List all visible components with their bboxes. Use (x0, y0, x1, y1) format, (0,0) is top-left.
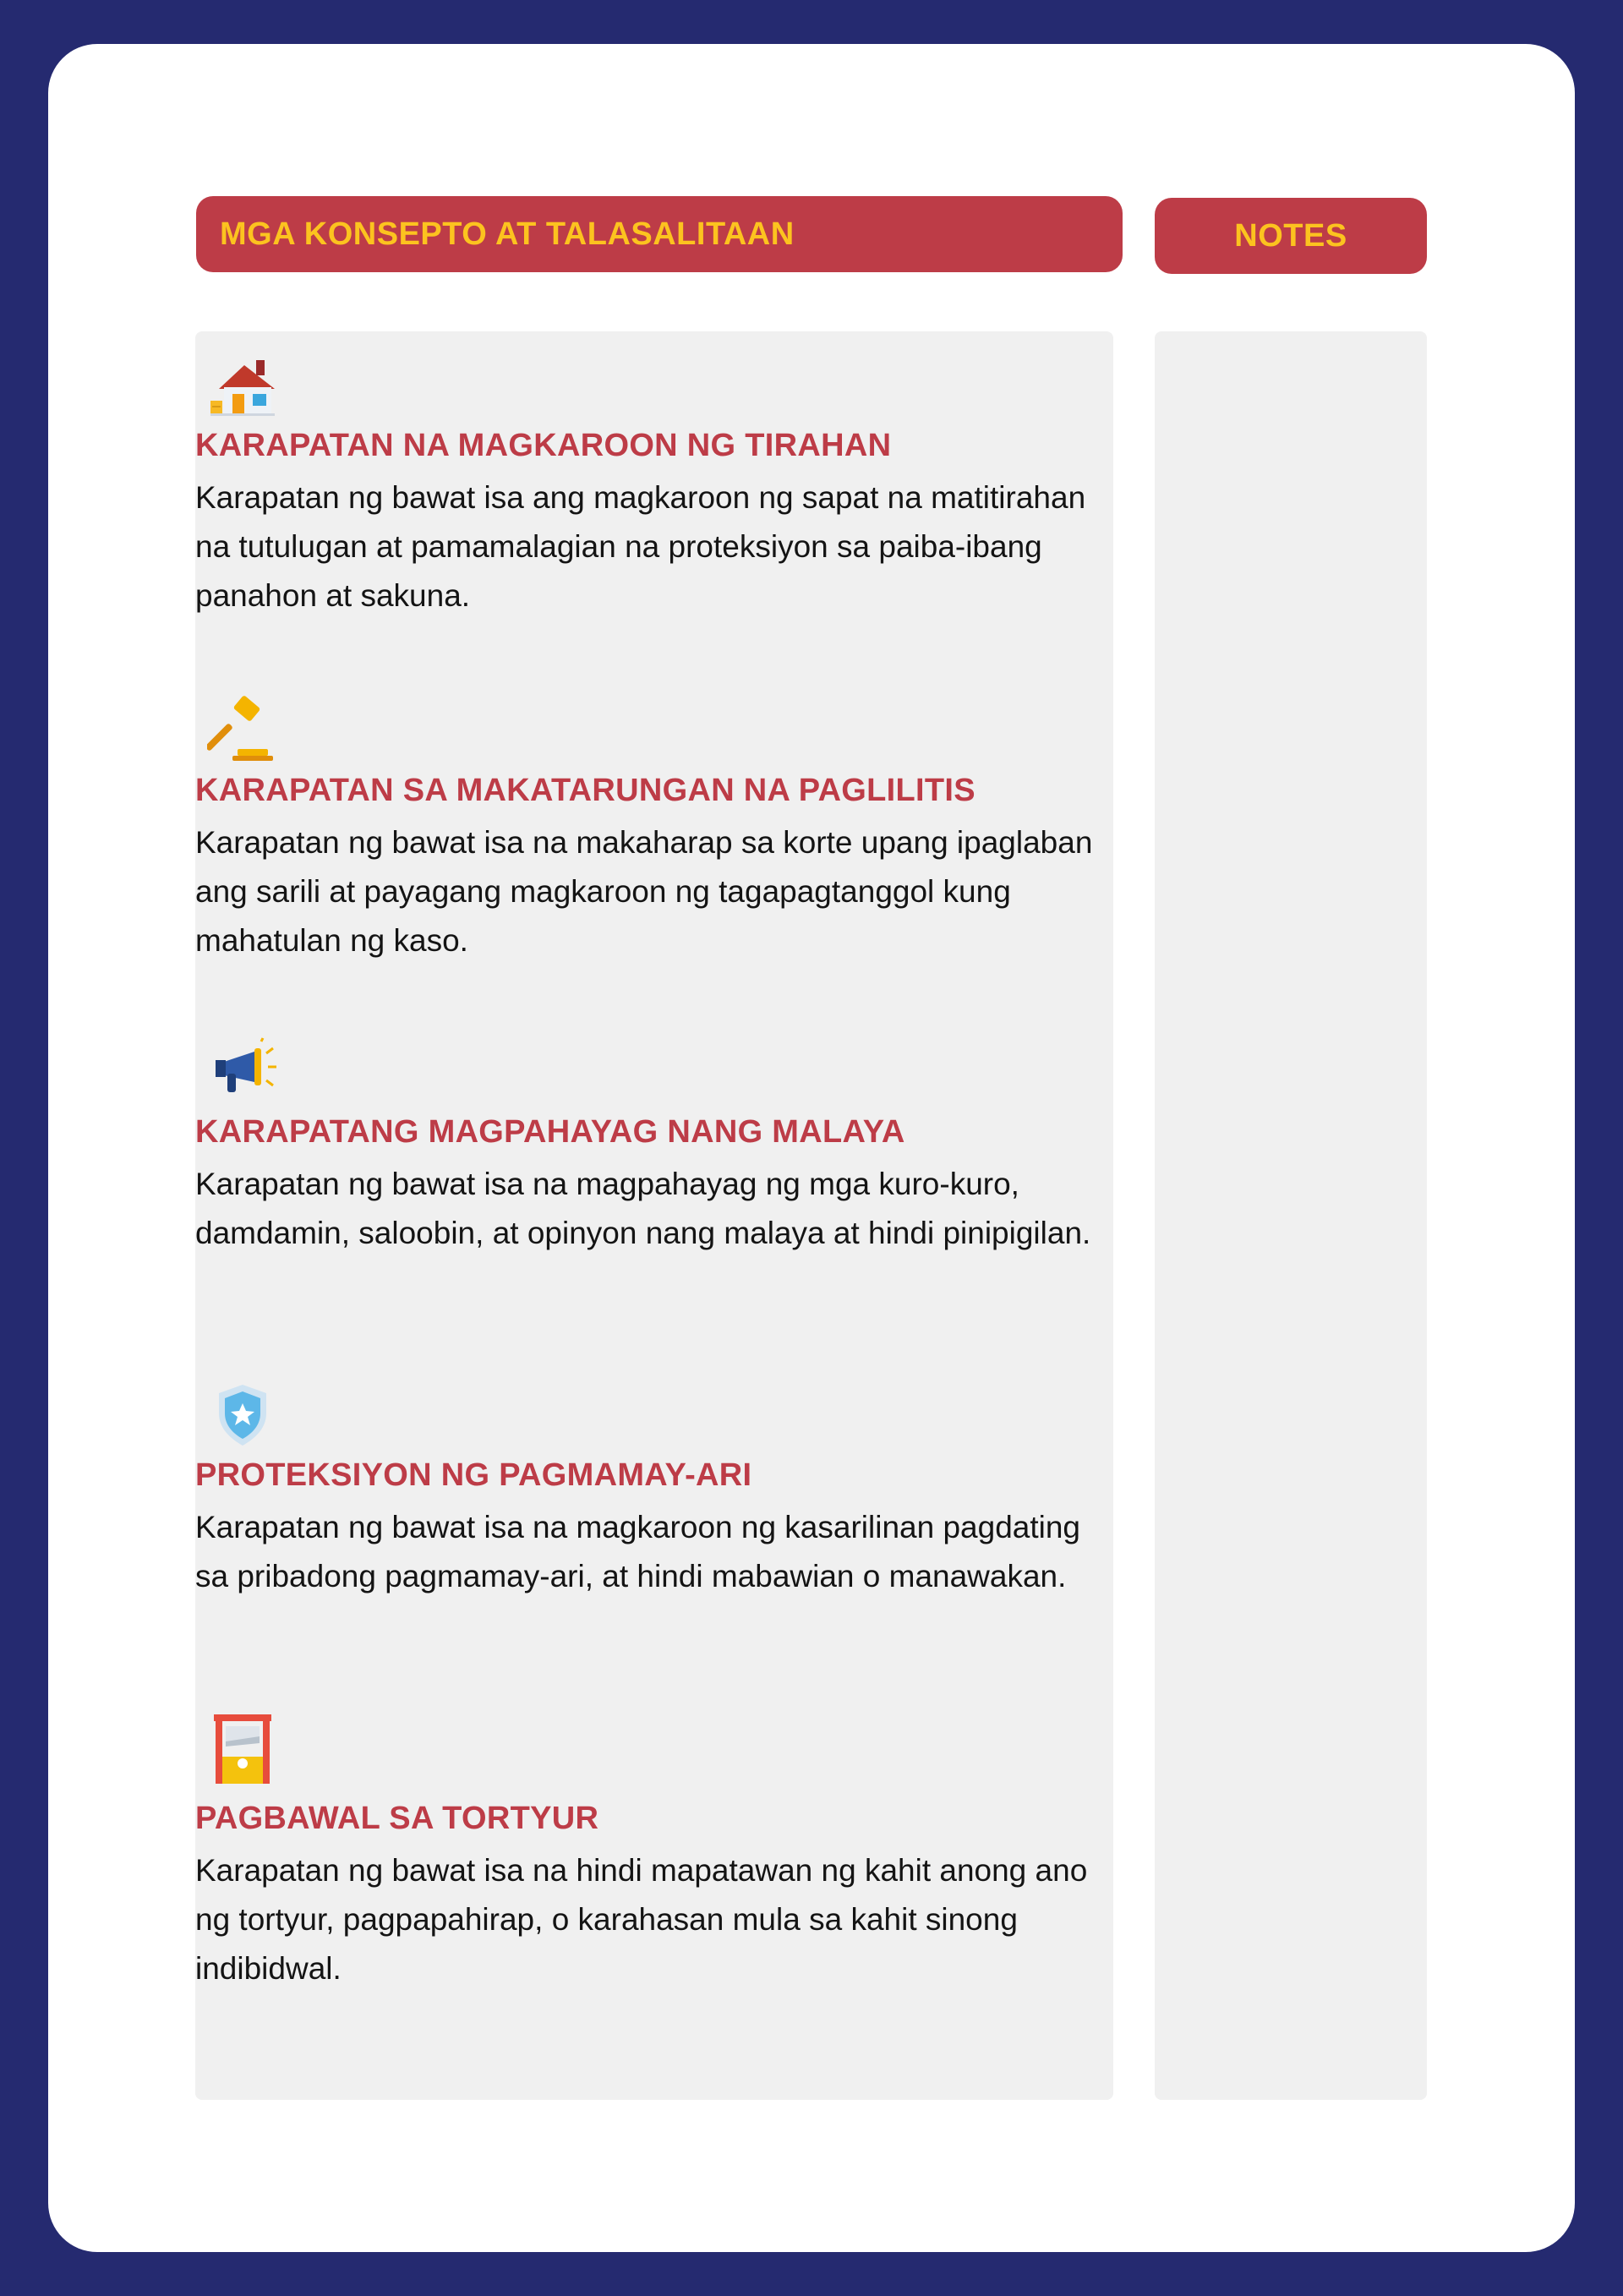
gavel-icon (207, 693, 278, 764)
shield-icon (207, 1380, 278, 1451)
entry-title: PROTEKSIYON NG PAGMAMAY-ARI (195, 1457, 752, 1493)
entry-description: Karapatan ng bawat isa na magpahayag ng mga kuro-kuro, damdamin, saloobin, at opinyon nang malaya at hindi pinipigilan. (195, 1167, 1091, 1250)
entry-description: Karapatan ng bawat isa na makaharap sa korte upang ipaglaban ang sarili at payagang magkaroon ng tagapagtanggol kung mahatulan ng kaso. (195, 825, 1093, 958)
entry-title: KARAPATAN NA MAGKAROON NG TIRAHAN (195, 428, 892, 463)
entry-description: Karapatan ng bawat isa ang magkaroon ng sapat na matitirahan na tutulugan at pamamalagian na proteksiyon sa paiba-ibang panahon at sakuna. (195, 480, 1086, 613)
entry-title: KARAPATAN SA MAKATARUNGAN NA PAGLILITIS (195, 773, 975, 808)
concepts-header-label: MGA KONSEPTO AT TALASALITAAN (220, 216, 795, 252)
entry-title: KARAPATANG MAGPAHAYAG NANG MALAYA (195, 1114, 905, 1150)
entry-description: Karapatan ng bawat isa na hindi mapatawan ng kahit anong ano ng tortyur, pagpapahirap, o karahasan mula sa kahit sinong indibidwal. (195, 1853, 1088, 1986)
notes-panel[interactable] (1155, 331, 1427, 2100)
megaphone-icon (207, 1036, 278, 1107)
house-icon (207, 353, 278, 424)
entry-description: Karapatan ng bawat isa na magkaroon ng kasarilinan pagdating sa pribadong pagmamay-ari, at hindi mabawian o manawakan. (195, 1510, 1081, 1594)
entry-title: PAGBAWAL SA TORTYUR (195, 1801, 599, 1836)
concepts-header (196, 196, 1123, 272)
guillotine-icon (207, 1713, 278, 1784)
notes-header-label: NOTES (1234, 217, 1347, 254)
notes-header (1155, 198, 1427, 274)
